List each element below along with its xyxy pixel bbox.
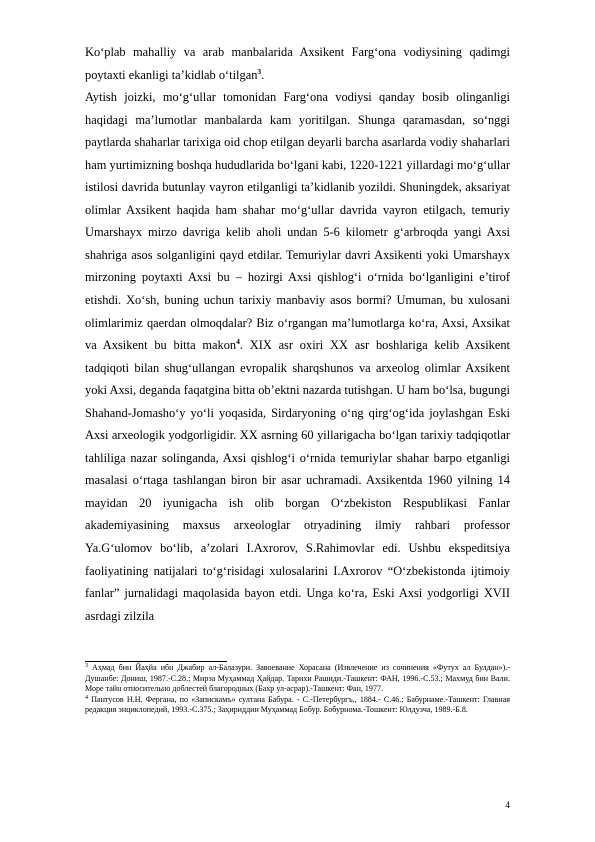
paragraph-1-text: Ko‘plab mahalliy va arab manbalarida Axsikent Farg‘ona vodiysining qadimgi poytaxti ekanligi ta’kidlab o‘tilgan xyxy=(85,45,510,82)
footnote-ref-4: 4 xyxy=(236,337,240,347)
body-text xyxy=(85,41,510,627)
footnote-4-marker: 4 xyxy=(85,694,88,701)
page-number: 4 xyxy=(505,801,510,811)
paragraph-2-text-b: . XIX asr oxiri XX asr boshlariga kelib Axsikent tadqiqoti bilan shug‘ullangan evropalik sharqshunos va arxeolog olimlar Axsikent yoki Axsi, deganda faqatgina bitta ob’ektni nazarda tutishgan. U ham bo‘lsa, bugungi Shahand-Jomasho‘y yo‘li yoqasida, Sirdaryoning o‘ng qirg‘og‘ida joylashgan Eski Axsi arxeologik yodgorligidir. XX asrning 60 yillarigacha bo‘lgan tarixiy tadqiqotlar tahliliga nazar solinganda, Axsi qishlog‘i o‘rnida temuriylar shahar barpo etganligi masalasi o‘rtaga tashlangan biron bir asar uchramadi. Axsikentda 1960 yilning 14 mayidan 20 iyunigacha ish olib borgan O‘zbekiston Respublikasi Fanlar akademiyasining maxsus arxeologlar otryadining ilmiy rahbari professor Ya.G‘ulomov bo‘lib, a’zolari I.Axrorov, S.Rahimovlar edi. Ushbu ekspeditsiya faoliyatining natijalari to‘g‘risidagi xulosalarini I.Axrorov “O‘zbekistonda ijtimoiy fanlar” jurnalidagi maqolasida bayon etdi. Unga ko‘ra, Eski Axsi yodgorligi XVII asrdagi zilzila xyxy=(85,338,510,623)
footnote-separator xyxy=(85,661,227,662)
footnote-4 xyxy=(85,695,510,716)
footnote-3-marker: 3 xyxy=(85,663,88,669)
paragraph-1 xyxy=(85,41,510,86)
paragraph-1-end: . xyxy=(261,67,265,82)
footnote-3-text: Аҳмад бин Йаҳйа ибн Джабир ал-Балазури. Завоевание Хорасана (Извлечение из сочинения «Футух ал Булдан»).-Душанбе: Дониш, 1987.-С.28.; Мирза Муҳаммад Ҳайдар. Тарихи Рашиди.-Ташкент: ФАН, 1996.-С.53.; Махмуд бин Вали. Море тайн относительно доблестей благородных (Бахр ул-асрар).-Ташкент: Фан, 1977. xyxy=(85,663,510,694)
paragraph-2-text-a: Aytish joizki, mo‘g‘ullar tomonidan Farg‘ona vodiysi qanday bosib olinganligi haqidagi ma’lumotlar manbalarda kam yoritilgan. Shunga qaramasdan, so‘nggi paytlarda shaharlar tarixiga oid chop etilgan deyarli barcha asarlarda vodiy shaharlari ham yurtimizning boshqa hududlarida bo‘lgani kabi, 1220-1221 yillardagi mo‘g‘ullar istilosi davrida butunlay vayron etilganligi ta’kidlanib yozildi. Shuningdek, aksariyat olimlar Axsikent haqida ham shahar mo‘g‘ullar davrida vayron etilgach, temuriy Umarshayx mirzo davriga kelib aholi undan 5-6 kilometr g‘arbroqda yangi Axsi shahriga asos solganligini qayd etdilar. Temuriylar davri Axsikenti yoki Umarshayx mirzoning poytaxti Axsi bu – hozirgi Axsi qishlog‘i o‘rnida bo‘lganligini e’tirof etishdi. Xo‘sh, buning uchun tarixiy manbaviy asos bormi? Umuman, bu xulosani olimlarimiz qaerdan olmoqdalar? Biz o‘rgangan ma’lumotlarga ko‘ra, Axsi, Axsikat va Axsikent bu bitta makon xyxy=(85,90,510,353)
footnote-4-text: Пантусов Н.Н. Фергана, по «Запискамъ» султана Бабура. - С.-Петербургъ., 1884.- С.46.; Бабурнаме.-Ташкент: Главная редакция энциклопедий, 1993.-С.375.; Заҳириддин Муҳаммад Бобур. Бобурнома.-Тошкент: Юлдузча, 1989.-Б.8. xyxy=(85,694,510,715)
footnotes xyxy=(85,663,510,716)
paragraph-2 xyxy=(85,86,510,627)
footnote-ref-3: 3 xyxy=(257,66,262,76)
footnote-3 xyxy=(85,663,510,695)
